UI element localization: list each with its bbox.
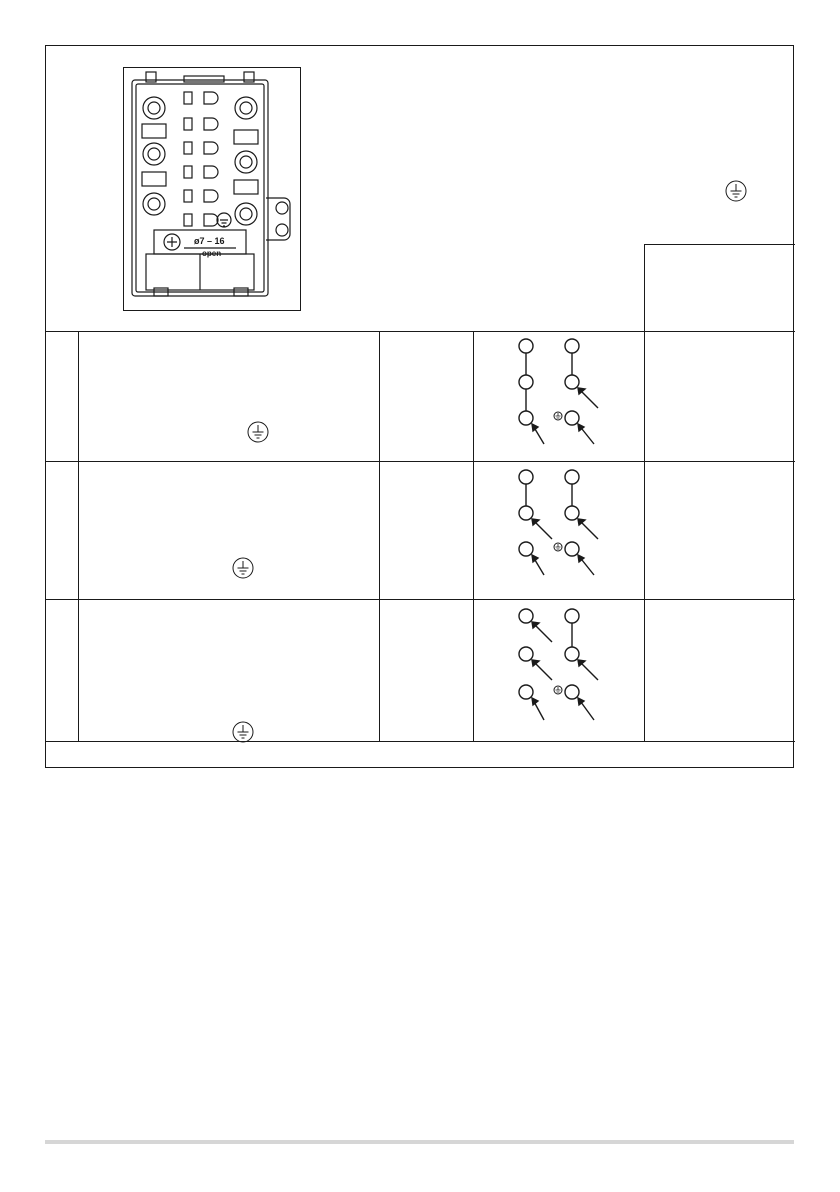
row-2-earth-icon: [231, 556, 255, 580]
open-marking: open: [202, 249, 222, 258]
index-column-divider: [78, 331, 79, 741]
specification-table: [45, 45, 794, 768]
description-column-divider: [379, 331, 380, 741]
page-footer-rule: [45, 1140, 794, 1144]
row-2-divider: [46, 599, 795, 600]
row-3-earth-icon: [231, 720, 255, 744]
row-3-wiring-diagram: [506, 606, 616, 731]
wiring-column-divider: [644, 244, 645, 741]
row-1-earth-icon: [246, 420, 270, 444]
header-row-divider: [46, 331, 795, 332]
cable-diameter-marking: ø7 – 16: [194, 236, 225, 246]
header-right-divider: [644, 244, 795, 245]
row-1-divider: [46, 461, 795, 462]
terminal-block-diagram-icon: [124, 68, 300, 310]
row-1-wiring-diagram: [506, 336, 616, 456]
row-3-divider: [46, 741, 795, 742]
value-column-divider: [473, 331, 474, 741]
protective-earth-icon: [724, 179, 748, 203]
terminal-block-figure: [123, 67, 301, 311]
row-2-wiring-diagram: [506, 467, 616, 587]
